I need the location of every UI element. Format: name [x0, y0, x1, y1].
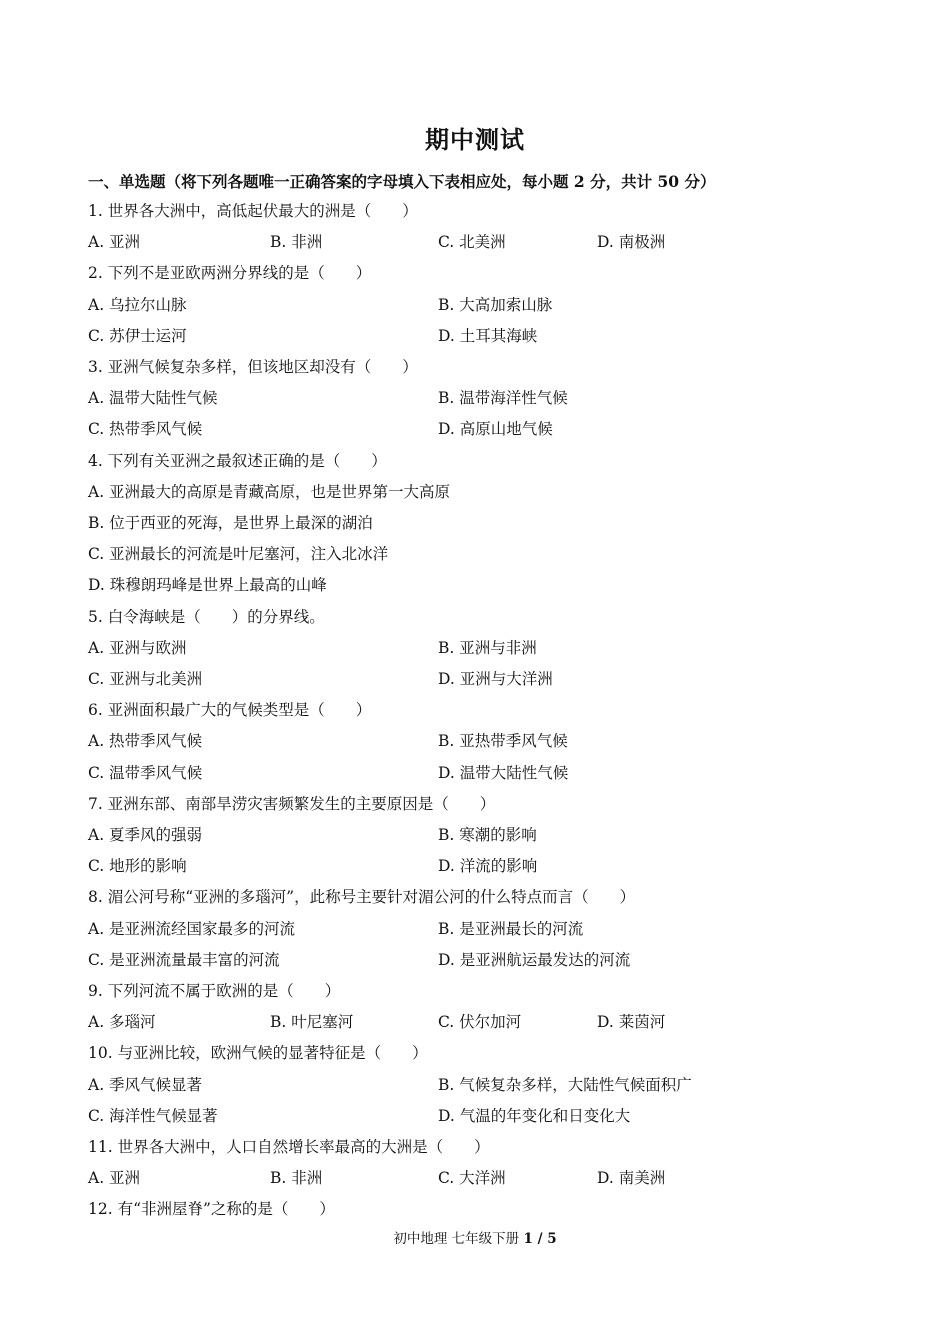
- option-a: A. 季风气候显著: [88, 1075, 203, 1094]
- option-c: C. 是亚洲流量最丰富的河流: [88, 950, 280, 969]
- question-stem: 5. 白令海峡是（ ）的分界线。: [88, 607, 325, 626]
- option-b: B. 非洲: [270, 233, 323, 252]
- option-c: C. 伏尔加河: [438, 1013, 522, 1032]
- option-a: A. 是亚洲流经国家最多的河流: [88, 919, 296, 938]
- option-d: D. 气温的年变化和日变化大: [438, 1106, 631, 1125]
- option-d: D. 珠穆朗玛峰是世界上最高的山峰: [88, 576, 327, 595]
- option-b: B. 叶尼塞河: [270, 1013, 354, 1032]
- footer-subject: 初中地理 七年级下册: [393, 1231, 524, 1247]
- question-stem: 4. 下列有关亚洲之最叙述正确的是（ ）: [88, 451, 387, 470]
- question-stem: 1. 世界各大洲中，高低起伏最大的洲是（ ）: [88, 202, 418, 220]
- option-c: C. 海洋性气候显著: [88, 1106, 218, 1125]
- footer-separator: /: [532, 1231, 548, 1247]
- footer-total-pages: 5: [547, 1231, 557, 1247]
- question-stem: 12. 有“非洲屋脊”之称的是（ ）: [88, 1200, 335, 1219]
- question-stem: 11. 世界各大洲中，人口自然增长率最高的大洲是（ ）: [88, 1138, 490, 1156]
- question-stem: 2. 下列不是亚欧两洲分界线的是（ ）: [88, 264, 372, 283]
- question-stem: 6. 亚洲面积最广大的气候类型是（ ）: [88, 701, 372, 720]
- option-b: B. 亚洲与非洲: [438, 638, 537, 657]
- option-a: A. 夏季风的强弱: [88, 826, 203, 844]
- option-d: D. 是亚洲航运最发达的河流: [438, 950, 631, 969]
- page-title: 期中测试: [425, 125, 525, 154]
- option-c: C. 苏伊士运河: [88, 326, 187, 345]
- option-b: B. 亚热带季风气候: [438, 732, 568, 751]
- question-stem: 7. 亚洲东部、南部旱涝灾害频繁发生的主要原因是（ ）: [88, 794, 496, 813]
- question-stem: 3. 亚洲气候复杂多样，但该地区却没有（ ）: [88, 358, 418, 376]
- option-a: A. 亚洲: [88, 1169, 141, 1188]
- option-c: C. 大洋洲: [438, 1169, 506, 1188]
- question-stem: 10. 与亚洲比较，欧洲气候的显著特征是（ ）: [88, 1044, 428, 1063]
- option-b: B. 是亚洲最长的河流: [438, 919, 584, 938]
- option-d: D. 南美洲: [597, 1169, 666, 1188]
- option-d: D. 高原山地气候: [438, 420, 553, 439]
- option-a: A. 热带季风气候: [88, 732, 203, 751]
- option-a: A. 乌拉尔山脉: [88, 295, 187, 314]
- option-c: C. 温带季风气候: [88, 763, 203, 782]
- option-d: D. 土耳其海峡: [438, 326, 538, 345]
- option-c: C. 热带季风气候: [88, 420, 203, 439]
- option-c: C. 地形的影响: [88, 857, 187, 876]
- option-a: A. 温带大陆性气候: [88, 389, 218, 408]
- page-footer: [0, 1227, 950, 1247]
- option-d: D. 南极洲: [597, 233, 666, 252]
- question-stem: 8. 湄公河号称“亚洲的多瑙河”，此称号主要针对湄公河的什么特点而言（ ）: [88, 888, 636, 907]
- option-b: B. 非洲: [270, 1169, 323, 1188]
- option-b: B. 位于西亚的死海，是世界上最深的湖泊: [88, 514, 373, 532]
- option-c: C. 亚洲最长的河流是叶尼塞河，注入北冰洋: [88, 545, 389, 564]
- option-d: D. 温带大陆性气候: [438, 763, 569, 782]
- footer-page-number: 1: [523, 1231, 533, 1247]
- option-b: B. 大高加索山脉: [438, 295, 553, 314]
- option-d: D. 洋流的影响: [438, 857, 538, 876]
- option-b: B. 气候复杂多样，大陆性气候面积广: [438, 1075, 692, 1094]
- section-heading: 一、单选题（将下列各题唯一正确答案的字母填入下表相应处，每小题 2 分，共计 50 分）: [88, 172, 716, 191]
- option-a: A. 亚洲与欧洲: [88, 638, 187, 657]
- option-b: B. 温带海洋性气候: [438, 389, 568, 408]
- option-a: A. 亚洲最大的高原是青藏高原，也是世界第一大高原: [88, 482, 451, 501]
- option-c: C. 亚洲与北美洲: [88, 670, 203, 688]
- option-d: D. 莱茵河: [597, 1013, 666, 1032]
- question-stem: 9. 下列河流不属于欧洲的是（ ）: [88, 982, 341, 1000]
- option-a: A. 多瑙河: [88, 1013, 156, 1032]
- option-d: D. 亚洲与大洋洲: [438, 670, 553, 688]
- option-c: C. 北美洲: [438, 233, 506, 252]
- option-b: B. 寒潮的影响: [438, 826, 537, 844]
- option-a: A. 亚洲: [88, 233, 141, 252]
